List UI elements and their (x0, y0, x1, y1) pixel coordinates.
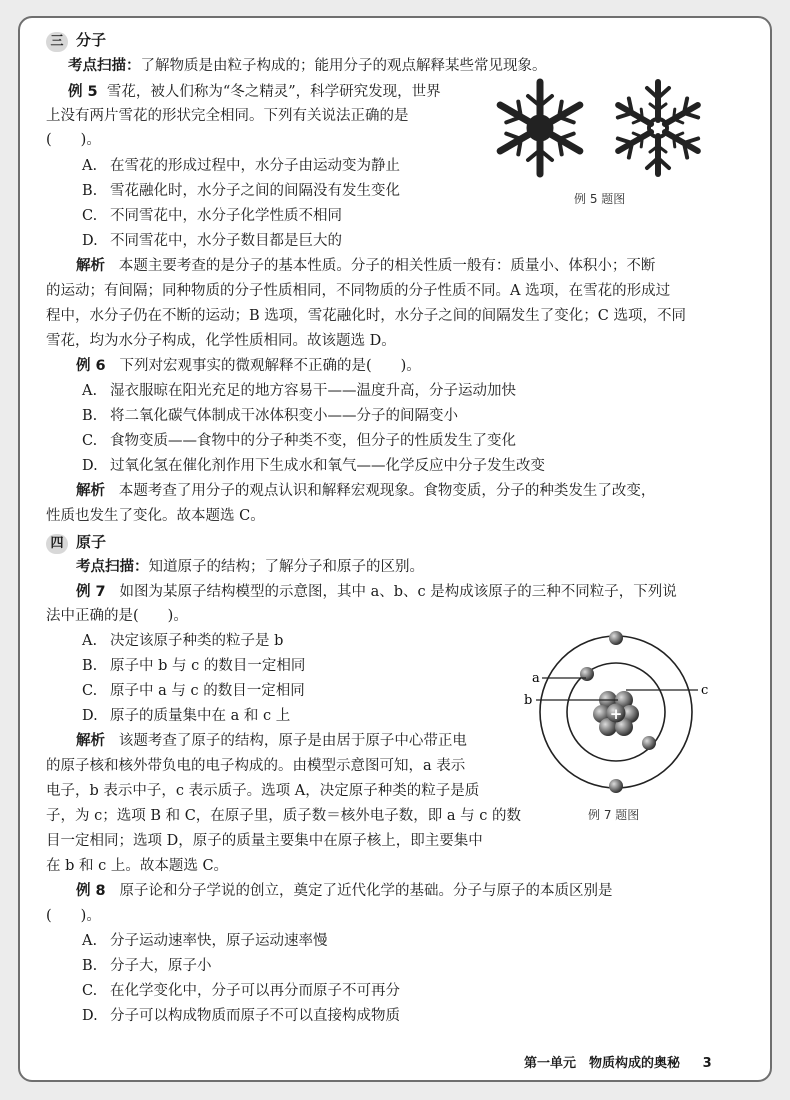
ex6-analysis-1: 解析 本题考查了用分子的观点认识和解释宏观现象。食物变质，分子的种类发生了改变， (76, 483, 656, 499)
footer-unit: 第一单元 物质构成的奥秘 (524, 1056, 681, 1071)
ex7-option-c: C. 原子中 a 与 c 的数目一定相同 (82, 683, 305, 699)
ex7-analysis-4: 子，为 c；选项 B 和 C，在原子里，质子数＝核外电子数，即 a 与 c 的数 (46, 808, 522, 824)
ex8-option-b: B. 分子大，原子小 (82, 958, 212, 974)
ex7-caption: 例 7 题图 (588, 808, 640, 822)
ex6-option-b: B. 将二氧化碳气体制成干冰体积变小——分子的间隔变小 (82, 408, 458, 424)
electron (609, 631, 623, 645)
ex5-option-b: B. 雪花融化时，水分子之间的间隔没有发生变化 (82, 183, 400, 199)
ex7-analysis-6: 在 b 和 c 上。故本题选 C。 (46, 858, 229, 874)
scan-label: 考点扫描： (76, 559, 149, 575)
atom-diagram (508, 630, 724, 800)
ex5-analysis-1: 解析 本题主要考查的是分子的基本性质。分子的相关性质一般有：质量小、体积小；不断 (76, 258, 656, 274)
ex5-label: 例 5 (68, 84, 98, 100)
ex7-option-a: A. 决定该原子种类的粒子是 b (82, 633, 284, 649)
ex7-analysis-1: 解析 该题考查了原子的结构，原子是由居于原子中心带正电 (76, 733, 467, 749)
label-b: b (524, 693, 533, 708)
ex5-option-c: C. 不同雪花中，水分子化学性质不相同 (82, 208, 342, 224)
ex5-option-a: A. 在雪花的形成过程中，水分子由运动变为静止 (82, 158, 400, 174)
section-title: 原子 (76, 533, 107, 551)
section-number: 四 (46, 534, 68, 554)
scan-text: 知道原子的结构；了解分子和原子的区别。 (148, 559, 424, 575)
ex7-option-b: B. 原子中 b 与 c 的数目一定相同 (82, 658, 306, 674)
section-number: 三 (46, 32, 68, 52)
analysis-label: 解析 (76, 258, 105, 274)
ex7-analysis-5: 目一定相同；选项 D，原子的质量主要集中在原子核上，即主要集中 (46, 833, 483, 849)
page-number: 3 (702, 1056, 712, 1071)
ex6-analysis-2: 性质也发生了变化。故本题选 C。 (46, 508, 265, 524)
label-c: c (701, 683, 709, 698)
ex6-stem: 例 6 下列对宏观事实的微观解释不正确的是( )。 (76, 358, 421, 374)
scan-line (68, 56, 547, 76)
snowflake-right (613, 82, 704, 174)
snowflake-left (494, 82, 586, 174)
ex5-option-d: D. 不同雪花中，水分子数目都是巨大的 (82, 233, 342, 249)
ex6-option-c: C. 食物变质——食物中的分子种类不变，但分子的性质发生了变化 (82, 433, 516, 449)
ex7-option-d: D. 原子的质量集中在 a 和 c 上 (82, 708, 291, 724)
scan-text: 了解物质是由粒子构成的；能用分子的观点解释某些常见现象。 (140, 58, 547, 74)
ex6-label: 例 6 (76, 358, 106, 374)
label-a: a (532, 671, 540, 686)
section-heading-molecule (46, 30, 106, 52)
scan-label: 考点扫描： (68, 58, 141, 74)
electron (580, 667, 594, 681)
ex5-stem-3: ( )。 (46, 132, 101, 148)
ex5-analysis-4: 雪花，均为水分子构成，化学性质相同。故该题选 D。 (46, 333, 396, 349)
section-title: 分子 (76, 31, 107, 49)
scan-line-2 (76, 557, 424, 577)
snowflake-figure (482, 76, 722, 186)
ex8-option-c: C. 在化学变化中，分子可以再分而原子不可再分 (82, 983, 400, 999)
electron (642, 736, 656, 750)
ex5-stem-2: 上没有两片雪花的形状完全相同。下列有关说法正确的是 (46, 108, 409, 124)
ex5-stem-1: 例 5 雪花，被人们称为“冬之精灵”，科学研究发现，世界 (68, 84, 441, 100)
ex7-analysis-2: 的原子核和核外带负电的电子构成的。由模型示意图可知，a 表示 (46, 758, 466, 774)
ex8-label: 例 8 (76, 883, 106, 899)
ex7-analysis-3: 电子，b 表示中子，c 表示质子。选项 A，决定原子种类的粒子是质 (46, 783, 480, 799)
section-heading-atom (46, 532, 106, 554)
ex7-label: 例 7 (76, 584, 106, 600)
analysis-label: 解析 (76, 483, 105, 499)
nucleus (593, 691, 639, 736)
ex8-stem-2: ( )。 (46, 908, 101, 924)
electron (609, 779, 623, 793)
ex8-option-d: D. 分子可以构成物质而原子不可以直接构成物质 (82, 1008, 400, 1024)
analysis-label: 解析 (76, 733, 105, 749)
ex5-analysis-3: 程中，水分子仍在不断的运动；B 选项，雪花融化时，水分子之间的间隔发生了变化；C 选项，不同 (46, 308, 686, 324)
ex5-analysis-2: 的运动；有间隔；同种物质的分子性质相同，不同物质的分子性质不同。A 选项，在雪花的形成过 (46, 283, 671, 299)
ex7-stem-2: 法中正确的是( )。 (46, 608, 188, 624)
ex6-option-a: A. 湿衣服晾在阳光充足的地方容易干——温度升高，分子运动加快 (82, 383, 516, 399)
ex8-option-a: A. 分子运动速率快，原子运动速率慢 (82, 933, 328, 949)
ex8-stem-1: 例 8 原子论和分子学说的创立，奠定了近代化学的基础。分子与原子的本质区别是 (76, 883, 613, 899)
ex5-caption: 例 5 题图 (574, 192, 626, 206)
svg-text:+: + (609, 705, 623, 723)
ex6-option-d: D. 过氧化氢在催化剂作用下生成水和氧气——化学反应中分子发生改变 (82, 458, 545, 474)
page-footer (524, 1052, 712, 1071)
ex7-stem-1: 例 7 如图为某原子结构模型的示意图，其中 a、b、c 是构成该原子的三种不同粒子，下列说 (76, 584, 677, 600)
